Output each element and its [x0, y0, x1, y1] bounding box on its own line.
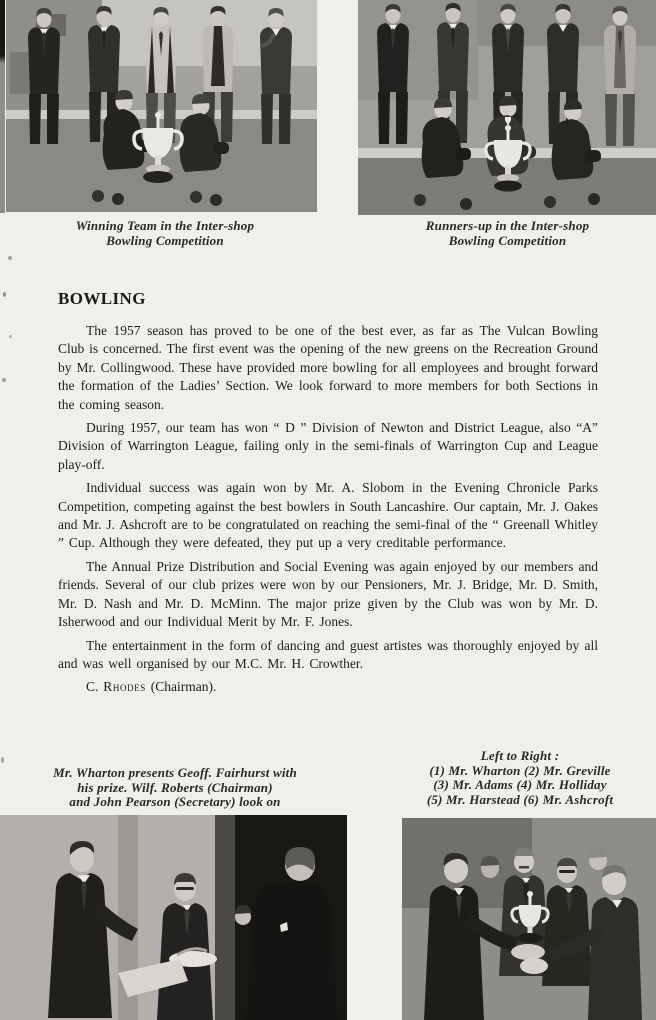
signature-suffix: (Chairman). — [145, 679, 217, 695]
caption-line: (3) Mr. Adams (4) Mr. Holliday — [433, 777, 607, 792]
prize-presentation-caption — [30, 766, 320, 810]
signature-surname: Rhodes — [103, 679, 146, 695]
caption-line: his prize. Wilf. Roberts (Chairman) — [77, 779, 273, 795]
winning-team-photo-illustration — [6, 0, 317, 212]
caption-line: (5) Mr. Harstead (6) Mr. Ashcroft — [426, 791, 614, 807]
scan-speckle — [3, 292, 6, 297]
caption-line: Bowling Competition — [106, 232, 224, 248]
prize-presentation-photo-illustration — [0, 815, 347, 1020]
trophy-handshake-photo — [402, 818, 656, 1020]
runners-up-photo — [358, 0, 656, 215]
paragraph-league: During 1957, our team has won “ D ” Division of Newton and District League, also “A” Division of Warrington League, failing only in the semi-finals of Warrington Cup and League play-off. — [58, 420, 598, 472]
scan-speckle — [1, 757, 4, 763]
prize-presentation-photo — [0, 815, 347, 1020]
scan-speckle — [9, 335, 12, 338]
caption-line: (1) Mr. Wharton (2) Mr. Greville — [429, 762, 611, 778]
paragraph-season: The 1957 season has proved to be one of the best ever, as far as The Vulcan Bowling Club is concerned. The first event was the opening of the new greens on the Recreation Ground by Mr. Collingwood. These have provided more bowling for all employees and brought forward the formation of the Ladies’ Section. We look forward to more members for both Sections in the coming season. — [58, 323, 598, 412]
trophy-handshake-photo-illustration — [402, 818, 656, 1020]
paragraph-entertainment: The entertainment in the form of dancing and guest artistes was thoroughly enjoyed by all and was well organised by our M.C. Mr. H. Crowther. — [58, 637, 598, 671]
left-to-right-caption — [392, 749, 648, 807]
signature-prefix: C. — [86, 679, 104, 695]
caption-line: Runners-up in the Inter-shop — [425, 218, 590, 233]
runners-up-caption — [365, 219, 650, 248]
scan-speckle — [8, 256, 12, 260]
scan-speckle — [2, 378, 6, 382]
winning-team-photo — [6, 0, 317, 212]
bowling-article — [58, 289, 598, 702]
winning-team-caption — [20, 219, 310, 248]
caption-line: Winning Team in the Inter-shop — [75, 218, 255, 233]
article-heading: BOWLING — [58, 289, 146, 308]
caption-line: Mr. Wharton presents Geoff. Fairhurst with — [53, 765, 297, 780]
chairman-signature — [58, 678, 598, 696]
paragraph-prize-distribution: The Annual Prize Distribution and Social Evening was again enjoyed by our members and friends. Several of our club prizes were won by our Pensioners, Mr. J. Bridge, Mr. D. Smith, Mr. D. Nash and Mr. D. McMinn. The major prize given by the Club was won by Mr. D. Isherwood and our Individual Merit by Mr. F. Jones. — [58, 558, 598, 630]
caption-line: Bowling Competition — [448, 232, 567, 248]
scan-edge-artifact — [0, 0, 5, 213]
paragraph-individual-success: Individual success was again won by Mr. A. Slobom in the Evening Chronicle Parks Competition, competing against the best bowlers in South Lancashire. Our captain, Mr. J. Oakes and Mr. J. Ashcroft are to be congratulated on reaching the semi-final of the “ Greenall Whitley ” Cup. Although they were defeated, they put up a very creditable performance. — [58, 480, 598, 551]
caption-line: Left to Right : — [480, 748, 560, 763]
caption-line: and John Pearson (Secretary) look on — [69, 794, 281, 809]
runners-up-photo-illustration — [358, 0, 656, 215]
